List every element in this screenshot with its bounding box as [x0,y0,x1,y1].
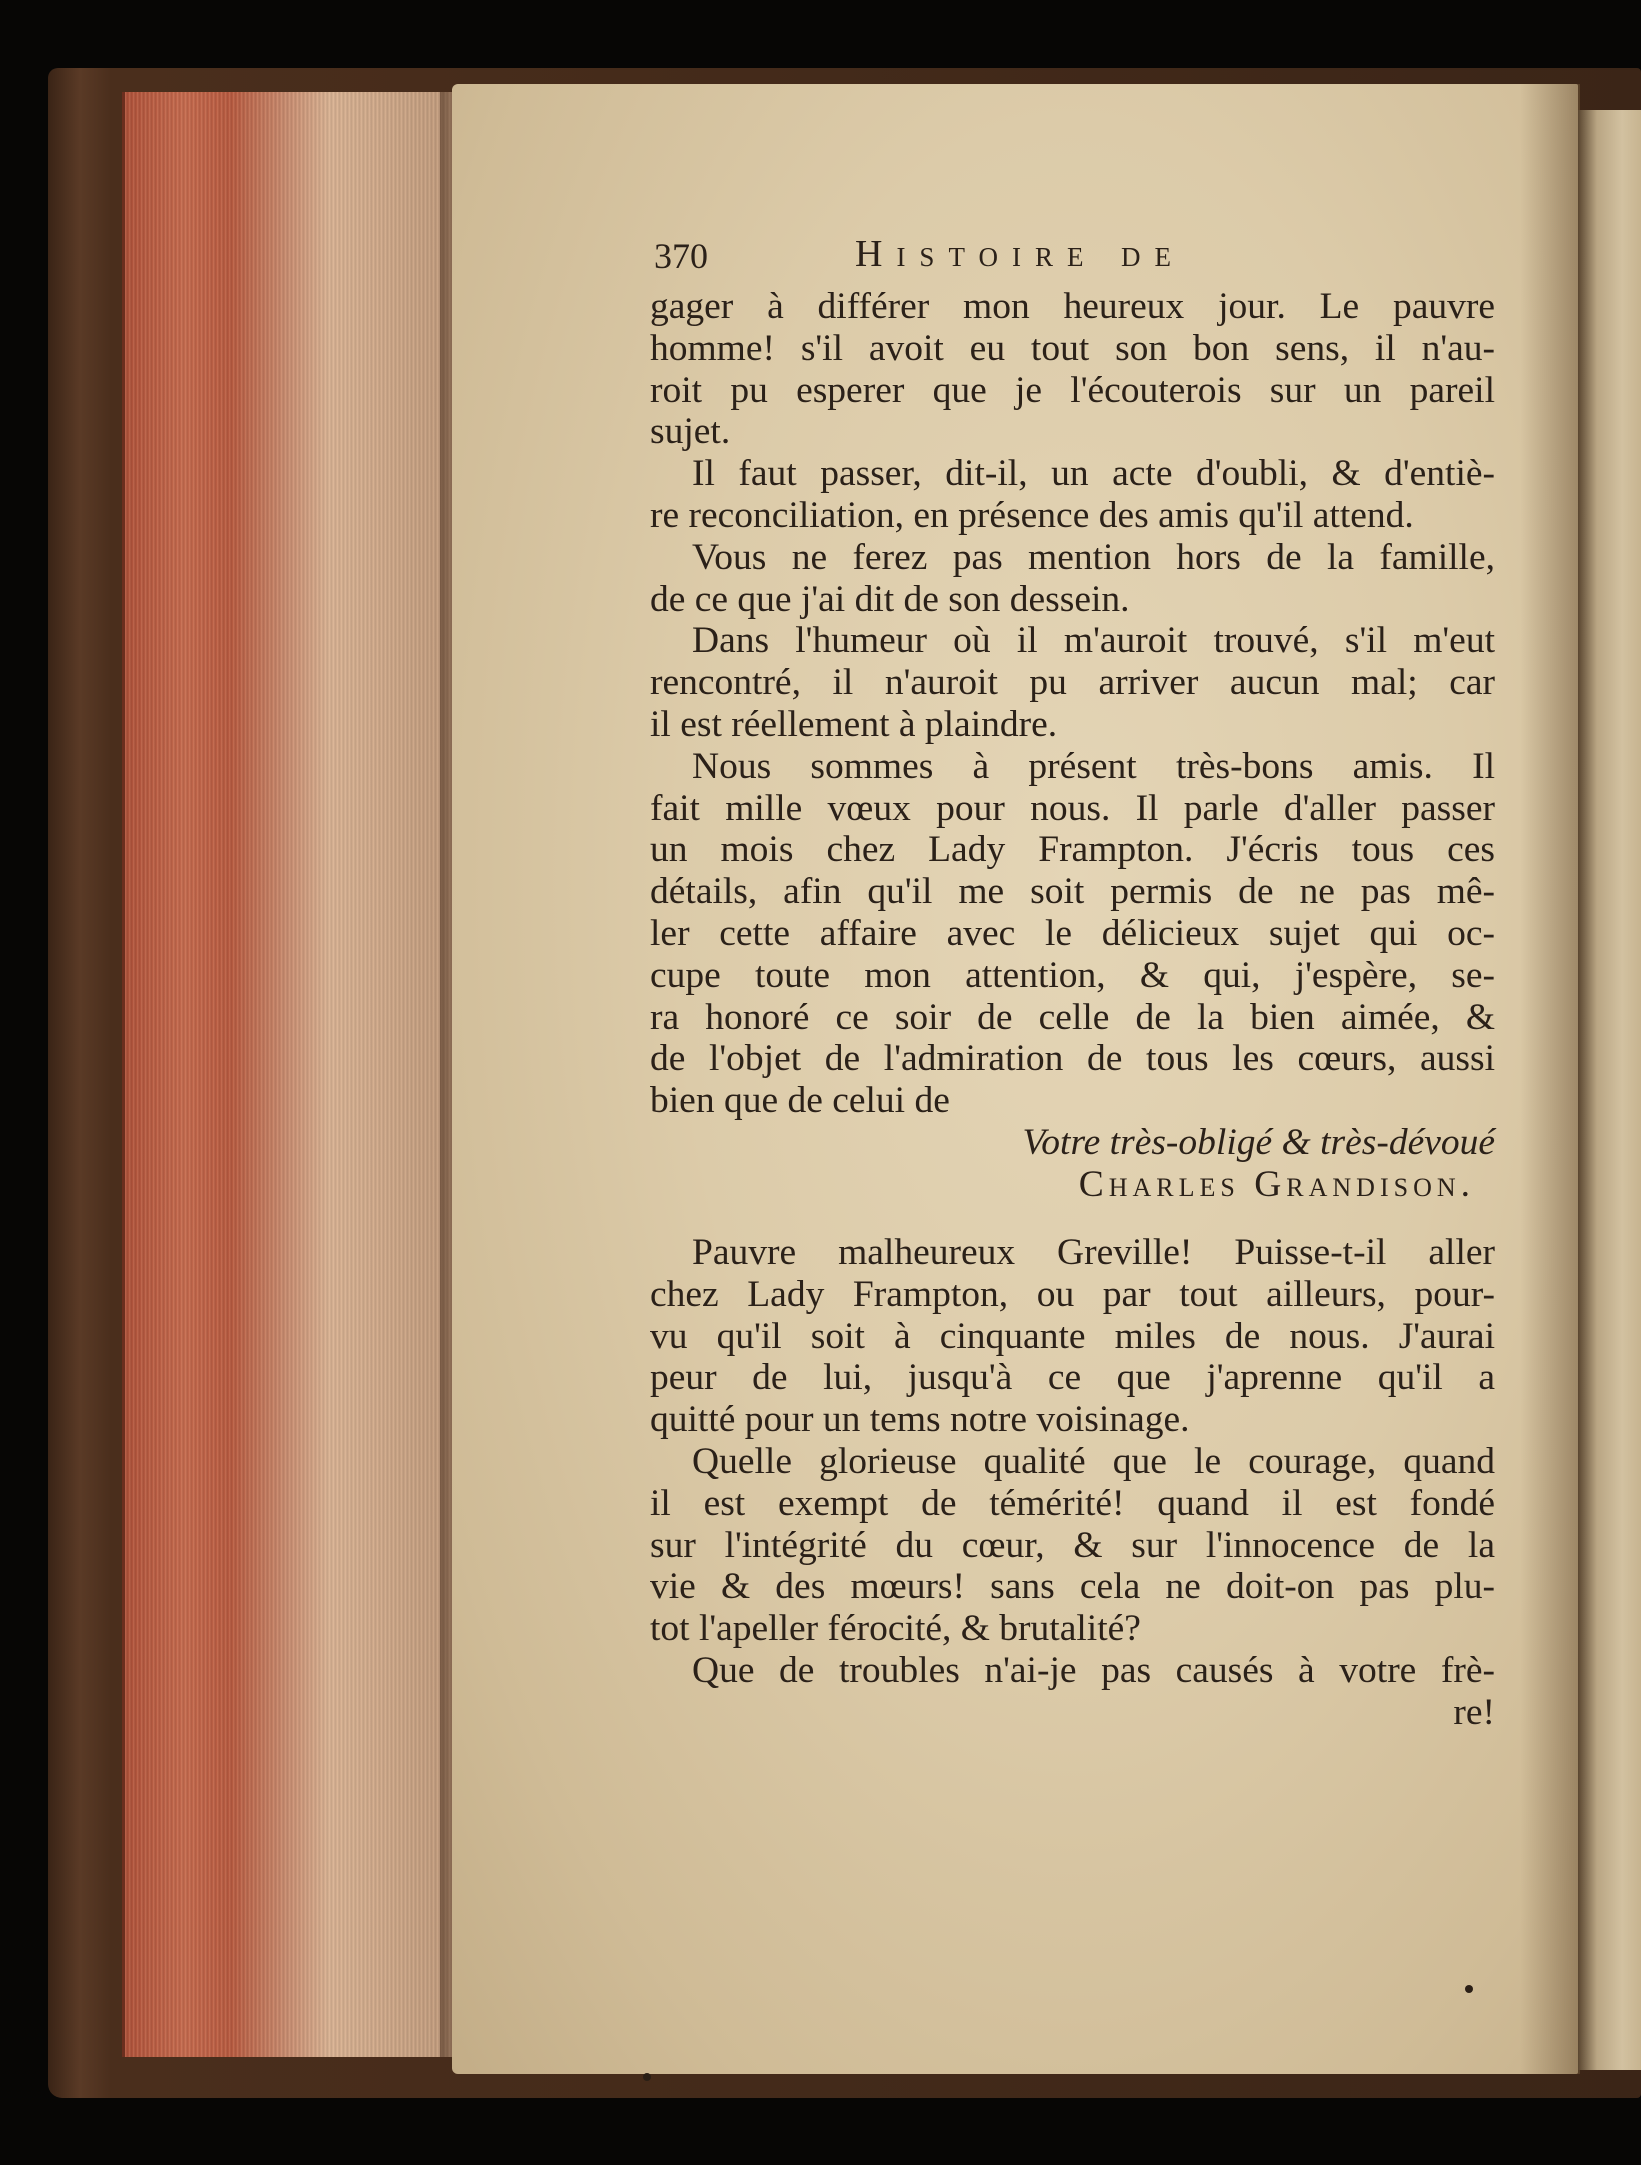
text-line: Quelle glorieuse qualité que le courage, quand [692,1440,1495,1482]
section-gap [650,1208,1495,1232]
paragraph [650,620,1495,745]
letter-signature: Charles Grandison. [1078,1163,1475,1205]
text-line: Que de troubles n'ai-je pas causés à votre frè- [692,1649,1495,1691]
text-line: re reconciliation, en présence des amis qu'il attend. [650,494,1414,536]
text-line: bien que de celui de [650,1080,950,1122]
text-line: de l'objet de l'admiration de tous les cœurs, aussi [650,1038,1495,1080]
text-line: sur l'intégrité du cœur, & sur l'innocence de la [650,1524,1495,1566]
text-line: de ce que j'ai dit de son dessein. [650,578,1130,620]
text-line: ler cette affaire avec le délicieux sujet qui oc- [650,912,1495,954]
text-line: chez Lady Frampton, ou par tout ailleurs, pour- [650,1273,1495,1315]
text-line: Nous sommes à présent très-bons amis. Il [692,745,1495,787]
letter-closing: Votre très-obligé & très-dévoué [1022,1121,1495,1163]
text-line: Pauvre malheureux Greville! Puisse-t-il aller [692,1231,1495,1273]
text-line: ra honoré ce soir de celle de la bien aimée, & [650,996,1495,1038]
running-title: Histoire de [855,233,1185,275]
paragraph [650,453,1495,537]
text-line: Il faut passer, dit-il, un acte d'oubli, & d'entiè- [692,453,1495,495]
text-line: il est réellement à plaindre. [650,703,1058,745]
text-line: tot l'apeller férocité, & brutalité? [650,1608,1141,1650]
paragraph [650,1650,1495,1692]
paragraph [650,746,1495,1122]
page-text [650,233,1495,1734]
text-line: peur de lui, jusqu'à ce que j'aprenne qu'il a [650,1357,1495,1399]
ink-speck [1465,1985,1473,1993]
text-line: homme! s'il avoit eu tout son bon sens, il n'au- [650,327,1495,369]
text-line: fait mille vœux pour nous. Il parle d'aller passer [650,787,1495,829]
paragraph [650,1441,1495,1650]
facing-page-edge [1578,110,1641,2070]
text-line: un mois chez Lady Frampton. J'écris tous ces [650,829,1495,871]
page-gutter-shadow [1520,84,1580,2074]
text-line: quitté pour un tems notre voisinage. [650,1399,1190,1441]
page-header [650,233,1495,282]
text-line: détails, afin qu'il me soit permis de ne pas mê- [650,871,1495,913]
text-line: cupe toute mon attention, & qui, j'espère, se- [650,954,1495,996]
page-number: 370 [654,236,708,276]
text-line: roit pu esperer que je l'écouterois sur un pareil [650,369,1495,411]
text-line: gager à différer mon heureux jour. Le pauvre [650,286,1495,327]
paragraph [650,1232,1495,1441]
text-line: il est exempt de témérité! quand il est fondé [650,1482,1495,1524]
text-line: rencontré, il n'auroit pu arriver aucun mal; car [650,662,1495,704]
text-line: vie & des mœurs! sans cela ne doit-on pas plu- [650,1566,1495,1608]
text-line: vu qu'il soit à cinquante miles de nous. J'aurai [650,1315,1495,1357]
text-line: sujet. [650,411,731,453]
text-line: Vous ne ferez pas mention hors de la famille, [692,536,1495,578]
catchword: re! [1453,1691,1495,1733]
paragraph [650,537,1495,621]
ink-speck [643,2073,651,2081]
paragraph [650,286,1495,453]
text-line: Dans l'humeur où il m'auroit trouvé, s'il m'eut [692,620,1495,662]
page-fore-edge [122,92,455,2057]
